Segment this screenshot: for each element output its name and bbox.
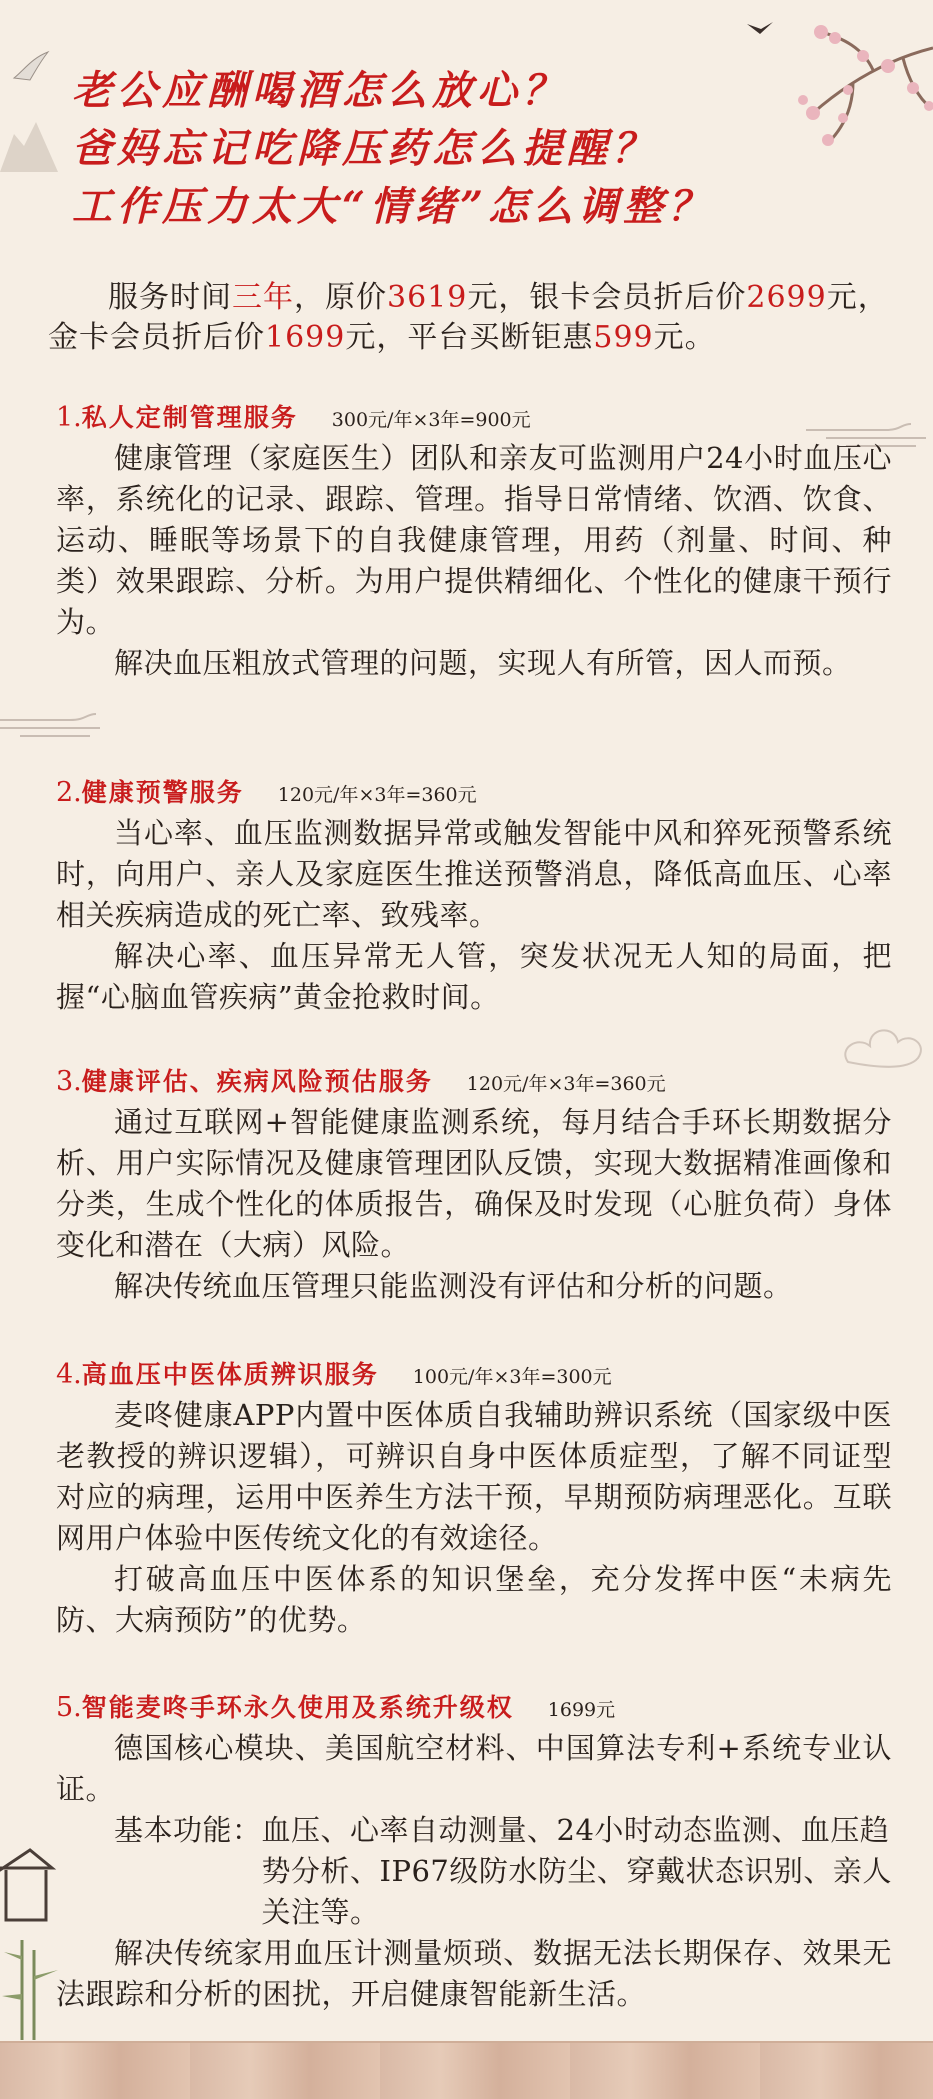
- heading-question-1: 老公应酬喝酒怎么放心？: [72, 67, 567, 114]
- section-paragraph: 通过互联网+智能健康监测系统，每月结合手环长期数据分析、用户实际情况及健康管理团队反馈，实现大数据精准画像和分类，生成个性化的体质报告，确保及时发现（心脏负荷）身体变化和潜在（大病）风险。: [56, 1105, 892, 1262]
- service-section-3: [56, 1062, 892, 1307]
- section-paragraph: 解决血压粗放式管理的问题，实现人有所管，因人而预。: [114, 646, 852, 680]
- section-paragraph: 解决传统血压管理只能监测没有评估和分析的问题。: [114, 1269, 793, 1303]
- section-paragraph: 解决心率、血压异常无人管，突发状况无人知的局面，把握“心脑血管疾病”黄金抢救时间。: [56, 939, 892, 1014]
- wooden-floor: [0, 2041, 933, 2099]
- section-number: 2.: [56, 777, 82, 808]
- section-number: 1.: [56, 402, 82, 433]
- heading-question-3: 工作压力太大“情绪”怎么调整？: [72, 183, 714, 230]
- ink-mountain-icon: [0, 112, 58, 172]
- service-years: 三年: [232, 280, 294, 315]
- section-paragraph: 当心率、血压监测数据异常或触发智能中风和猝死预警系统时，向用户、亲人及家庭医生推送预警消息，降低高血压、心率相关疾病造成的死亡率、致残率。: [56, 816, 892, 932]
- section-paragraph: 健康管理（家庭医生）团队和亲友可监测用户24小时血压心率，系统化的记录、跟踪、管理。指导日常情绪、饮酒、饮食、运动、睡眠等场景下的自我健康管理，用药（剂量、时间、种类）效果跟踪、分析。为用户提供精细化、个性化的健康干预行为。: [56, 441, 892, 639]
- crane-bird-icon: [10, 48, 52, 90]
- section-paragraph: 打破高血压中医体系的知识堡垒，充分发挥中医“未病先防、大病预防”的优势。: [56, 1562, 892, 1637]
- heading-question-2: 爸妈忘记吃降压药怎么提醒？: [72, 125, 657, 172]
- section-price: 120元/年×3年=360元: [277, 784, 477, 806]
- section-paragraph: 麦咚健康APP内置中医体质自我辅助辨识系统（国家级中医老教授的辨识逻辑），可辨识自身中医体质症型，了解不同证型对应的病理，运用中医养生方法干预，早期预防病理恶化。互联网用户体验中医传统文化的有效途径。: [56, 1398, 892, 1555]
- price-intro: 服务时间三年，原价3619元，银卡会员折后价2699元，金卡会员折后价1699元，平台买断钜惠599元。: [48, 280, 889, 355]
- service-section-5: [56, 1688, 892, 2015]
- swallow-bird-icon: [745, 20, 775, 40]
- section-paragraph: 德国核心模块、美国航空材料、中国算法专利+系统专业认证。: [56, 1731, 892, 1806]
- service-section-2: [56, 773, 892, 1018]
- original-price: 3619: [387, 280, 468, 315]
- silver-price: 2699: [746, 280, 827, 315]
- plum-blossom-branch-icon: [703, 18, 933, 148]
- section-number: 4.: [56, 1359, 82, 1390]
- buyout-price: 599: [593, 320, 654, 355]
- cloud-lines-icon: [0, 712, 110, 742]
- feature-list: [114, 1810, 892, 1933]
- service-section-4: [56, 1355, 892, 1641]
- section-price: 120元/年×3年=360元: [466, 1073, 666, 1095]
- section-title: 高血压中医体质辨识服务: [81, 1360, 379, 1389]
- feature-label: 基本功能：: [114, 1813, 262, 1847]
- pavilion-bamboo-icon: [0, 1830, 64, 2040]
- section-price: 1699元: [547, 1699, 616, 1721]
- section-number: 5.: [56, 1692, 82, 1723]
- section-price: 300元/年×3年=900元: [331, 409, 531, 431]
- section-title: 智能麦咚手环永久使用及系统升级权: [81, 1693, 514, 1722]
- section-title: 私人定制管理服务: [81, 403, 298, 432]
- heading-questions: [72, 62, 713, 236]
- section-price: 100元/年×3年=300元: [412, 1366, 612, 1388]
- section-number: 3.: [56, 1066, 82, 1097]
- section-paragraph: 解决传统家用血压计测量烦琐、数据无法长期保存、效果无法跟踪和分析的困扰，开启健康智能新生活。: [56, 1936, 892, 2011]
- feature-text: 血压、心率自动测量、24小时动态监测、血压趋势分析、IP67级防水防尘、穿戴状态识别、亲人关注等。: [261, 1813, 892, 1929]
- section-title: 健康预警服务: [81, 778, 244, 807]
- service-section-1: [56, 398, 892, 684]
- section-title: 健康评估、疾病风险预估服务: [81, 1067, 433, 1096]
- gold-price: 1699: [265, 320, 346, 355]
